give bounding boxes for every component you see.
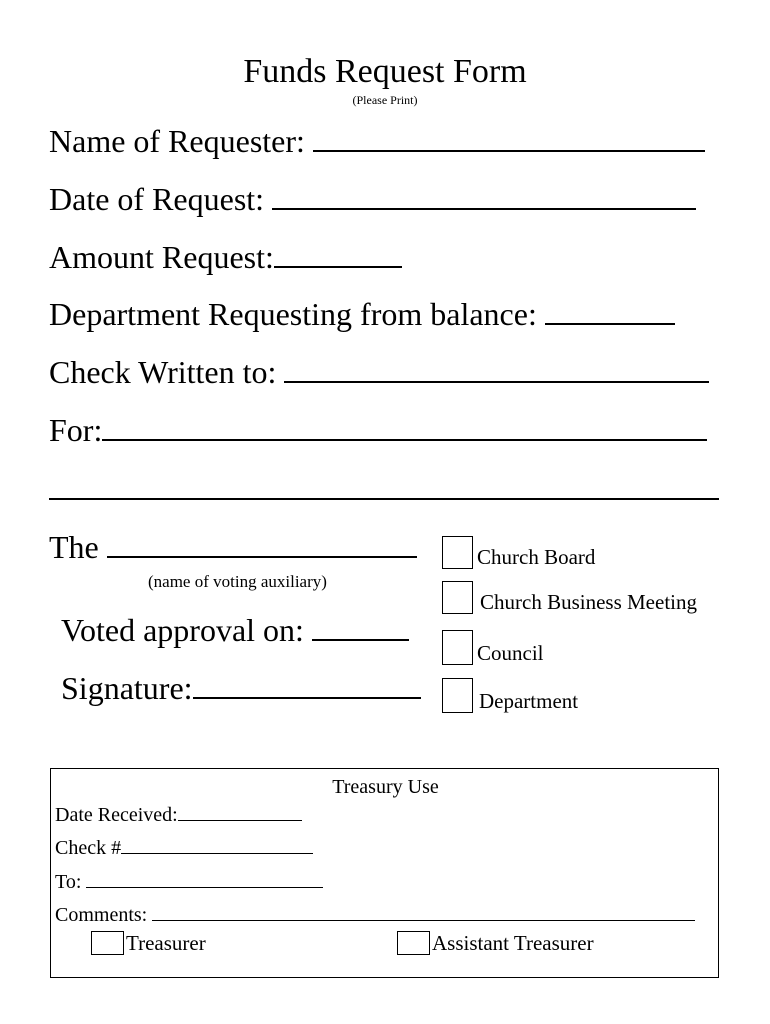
date-of-request-row <box>49 180 696 218</box>
approval-option-church-board[interactable] <box>442 536 595 569</box>
assistant-treasurer-checkbox[interactable] <box>397 931 430 955</box>
church-business-meeting-label: Church Business Meeting <box>480 590 697 614</box>
signature-label: Signature: <box>61 670 193 706</box>
department-checkbox[interactable] <box>442 678 473 713</box>
department-requesting-label: Department Requesting from balance: <box>49 296 537 332</box>
voted-approval-row <box>61 611 409 649</box>
approval-option-church-business-meeting[interactable] <box>442 581 697 614</box>
comments-row <box>55 903 695 927</box>
to-field[interactable] <box>86 870 323 888</box>
name-of-requester-label: Name of Requester: <box>49 123 305 159</box>
comments-label: Comments: <box>55 904 148 926</box>
for-continuation-line[interactable] <box>49 498 719 500</box>
check-written-to-row <box>49 353 709 391</box>
treasurer-label: Treasurer <box>126 931 206 955</box>
check-written-to-field[interactable] <box>284 355 709 383</box>
name-of-requester-row <box>49 122 705 160</box>
check-number-label: Check # <box>55 837 122 859</box>
date-received-row <box>55 803 302 827</box>
form-subtitle: (Please Print) <box>352 93 418 107</box>
the-label: The <box>49 529 99 565</box>
date-of-request-field[interactable] <box>272 182 696 210</box>
approval-option-department[interactable] <box>442 678 578 713</box>
church-board-checkbox[interactable] <box>442 536 473 569</box>
for-label: For: <box>49 412 103 448</box>
to-label: To: <box>55 871 82 893</box>
church-business-meeting-checkbox[interactable] <box>442 581 473 614</box>
check-number-field[interactable] <box>121 836 313 854</box>
to-row <box>55 870 323 894</box>
signature-field[interactable] <box>193 671 421 699</box>
council-label: Council <box>477 641 544 665</box>
amount-request-row <box>49 238 402 276</box>
form-title: Funds Request Form <box>243 53 527 90</box>
comments-field[interactable] <box>152 903 695 921</box>
voting-auxiliary-field[interactable] <box>107 530 417 558</box>
for-field[interactable] <box>102 413 707 441</box>
name-of-requester-field[interactable] <box>313 124 705 152</box>
for-row <box>49 411 707 449</box>
church-board-label: Church Board <box>477 545 596 569</box>
treasurer-checkbox[interactable] <box>91 931 124 955</box>
amount-request-field[interactable] <box>274 240 402 268</box>
voted-approval-label: Voted approval on: <box>61 612 304 648</box>
voting-auxiliary-row <box>49 528 417 566</box>
check-written-to-label: Check Written to: <box>49 354 277 390</box>
department-label: Department <box>479 689 579 713</box>
council-checkbox[interactable] <box>442 630 473 665</box>
treasury-use-title: Treasury Use <box>332 776 439 798</box>
date-received-field[interactable] <box>178 803 302 821</box>
department-requesting-field[interactable] <box>545 297 675 325</box>
department-requesting-row <box>49 295 675 333</box>
treasury-use-box <box>50 768 719 978</box>
approval-option-council[interactable] <box>442 630 544 665</box>
assistant-treasurer-label: Assistant Treasurer <box>432 931 594 955</box>
assistant-treasurer-option[interactable] <box>397 931 594 955</box>
amount-request-label: Amount Request: <box>49 239 274 275</box>
voting-auxiliary-hint: (name of voting auxiliary) <box>148 572 327 591</box>
date-of-request-label: Date of Request: <box>49 181 265 217</box>
date-received-label: Date Received: <box>55 804 178 826</box>
treasurer-option[interactable] <box>91 931 206 955</box>
voted-approval-field[interactable] <box>312 613 409 641</box>
signature-row <box>61 669 421 707</box>
check-number-row <box>55 836 313 860</box>
